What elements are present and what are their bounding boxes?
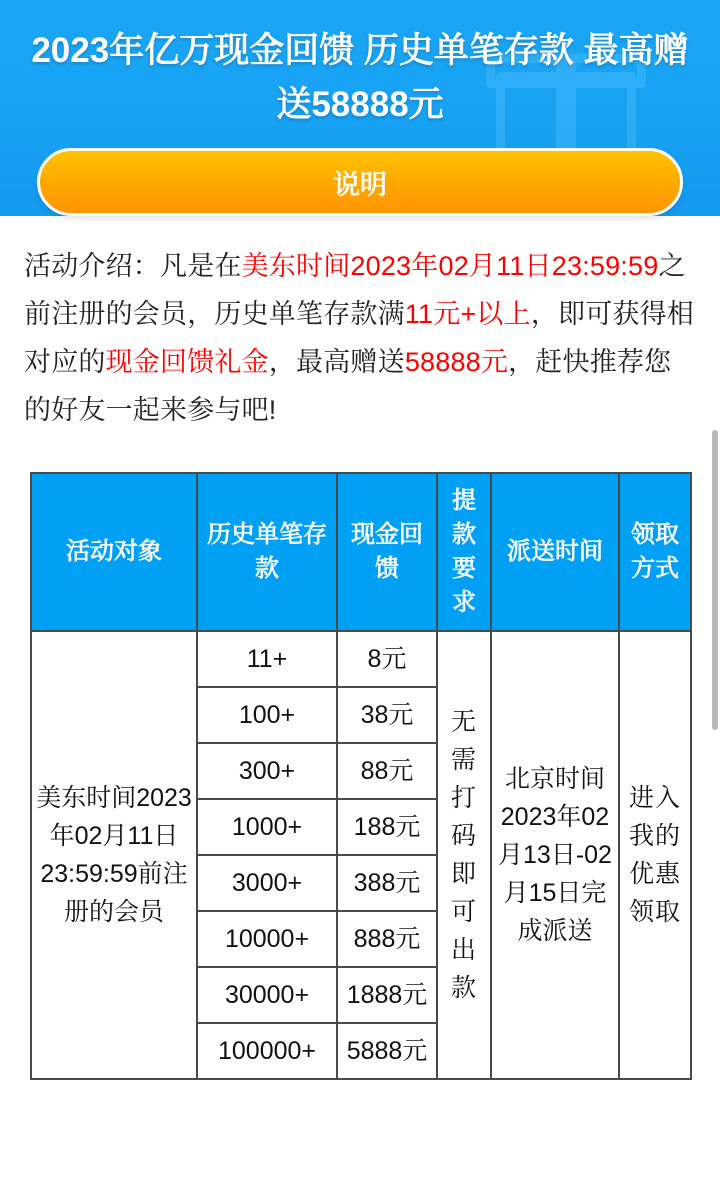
column-header-cashback: 现金回馈 (337, 473, 437, 631)
column-header-claim: 领取方式 (619, 473, 691, 631)
explain-button[interactable]: 说明 (37, 148, 683, 216)
cell-cashback: 5888元 (337, 1023, 437, 1079)
page-title: 2023年亿万现金回馈 历史单笔存款 最高赠送58888元 (31, 31, 689, 124)
explain-button-container (0, 148, 720, 216)
cell-cashback: 1888元 (337, 967, 437, 1023)
reward-table-container (0, 434, 720, 1080)
cell-deposit: 10000+ (197, 911, 337, 967)
column-header-target: 活动对象 (31, 473, 197, 631)
intro-text-1: 活动介绍：凡是在 (24, 251, 242, 281)
cell-deposit: 3000+ (197, 855, 337, 911)
intro-text-4: ，最高赠送 (268, 347, 405, 377)
cell-delivery-time: 北京时间2023年02月13日-02月15日完成派送 (491, 631, 619, 1079)
cell-claim-method: 进入我的优惠领取 (619, 631, 691, 1079)
table-header-row (31, 473, 691, 631)
cell-target: 美东时间2023年02月11日23:59:59前注册的会员 (31, 631, 197, 1079)
cell-deposit: 11+ (197, 631, 337, 687)
intro-highlight-max: 58888元 (404, 347, 509, 377)
cell-cashback: 388元 (337, 855, 437, 911)
intro-highlight-gift: 现金回馈礼金 (105, 347, 269, 377)
cell-deposit: 300+ (197, 743, 337, 799)
intro-text-5: ，赶快推荐您的好友一起来参与吧! (24, 347, 672, 425)
cell-cashback: 188元 (337, 799, 437, 855)
column-header-withdraw: 提款要求 (437, 473, 491, 631)
page-scrollbar[interactable] (712, 430, 718, 730)
cell-deposit: 30000+ (197, 967, 337, 1023)
cell-deposit: 1000+ (197, 799, 337, 855)
column-header-delivery: 派送时间 (491, 473, 619, 631)
cell-withdraw-requirement: 无需打码即可出款 (437, 631, 491, 1079)
intro-text-3: ，即可获得相对应的 (24, 299, 695, 377)
cell-cashback: 8元 (337, 631, 437, 687)
cell-cashback: 888元 (337, 911, 437, 967)
cell-deposit: 100000+ (197, 1023, 337, 1079)
cell-cashback: 88元 (337, 743, 437, 799)
cell-deposit: 100+ (197, 687, 337, 743)
cell-cashback: 38元 (337, 687, 437, 743)
table-row (31, 631, 691, 687)
reward-table (30, 472, 692, 1080)
intro-paragraph (0, 216, 720, 434)
column-header-deposit: 历史单笔存款 (197, 473, 337, 631)
intro-highlight-date: 美东时间2023年02月11日23:59:59 (241, 251, 659, 281)
intro-highlight-threshold: 11元+以上 (404, 299, 531, 329)
intro-text-2: 之前注册的会员，历史单笔存款满 (24, 251, 686, 329)
